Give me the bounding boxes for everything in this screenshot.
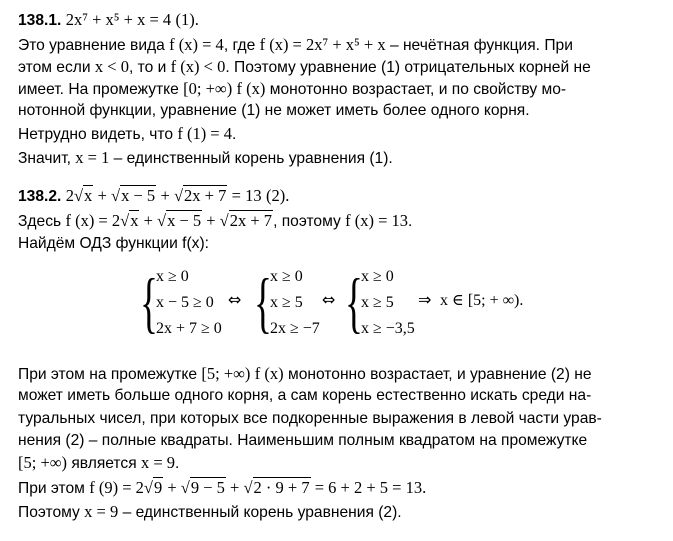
problem2-number: 138.2.	[18, 188, 62, 205]
system-2: { x ≥ 0 x ≥ 5 2x ≥ −7	[254, 264, 320, 340]
problem1-line-3: имеет. На промежутке [0; +∞) f (x) монотонно возрастает, и по свойству мо-	[18, 79, 567, 98]
odz-heading: Найдём ОДЗ функции f(x):	[18, 235, 209, 252]
system-1: { x ≥ 0 x − 5 ≥ 0 2x + 7 ≥ 0	[140, 264, 222, 340]
problem2-line-1: При этом на промежутке [5; +∞) f (x) монотонно возрастает, и уравнение (2) не	[18, 364, 592, 383]
problem2-final-line: Поэтому x = 9 – единственный корень уравнения (2).	[18, 502, 402, 521]
problem2-line-3: туральных чисел, при которых все подкоренные выражения в левой части урав-	[18, 410, 602, 427]
problem1-number: 138.1.	[18, 12, 62, 29]
odz-result: x ∈ [5; + ∞).	[440, 292, 524, 309]
problem1-label: (1).	[175, 10, 199, 29]
problem1-line-6: Значит, x = 1 – единственный корень уравнения (1).	[18, 148, 393, 167]
problem2-line-5: [5; +∞) является x = 9.	[18, 453, 180, 472]
problem2-here-line: Здесь f (x) = 2√x + √x − 5 + √2x + 7, поэтому f (x) = 13.	[18, 211, 413, 230]
problem1-line-5: Нетрудно видеть, что f (1) = 4.	[18, 124, 237, 143]
problem2-header: 138.2. 2√x + √x − 5 + √2x + 7 = 13 (2).	[18, 186, 290, 205]
problem2-line-2: может иметь больше одного корня, а сам корень естественно искать среди на-	[18, 387, 592, 404]
problem1-equation: 2x⁷ + x⁵ + x = 4	[65, 10, 172, 29]
problem1-line-4: нотонной функции, уравнение (1) не может иметь более одного корня.	[18, 102, 530, 119]
problem2-line-4: нения (2) – полные квадраты. Наименьшим полным квадратом на промежутке	[18, 432, 588, 449]
equiv-symbol-1: ⇔	[228, 290, 242, 309]
problem1-line-1: Это уравнение вида f (x) = 4, где f (x) = 2x⁷ + x⁵ + x – нечётная функция. При	[18, 35, 573, 54]
equiv-symbol-2: ⇔	[322, 290, 336, 309]
implies-symbol: ⇒	[418, 290, 432, 309]
problem2-check-line: При этом f (9) = 2√9 + √9 − 5 + √2 · 9 + 7 = 6 + 2 + 5 = 13.	[18, 478, 427, 497]
problem1-header	[18, 10, 199, 31]
problem1-line-2: этом если x < 0, то и f (x) < 0. Поэтому уравнение (1) отрицательных корней не	[18, 57, 591, 76]
system-3: { x ≥ 0 x ≥ 5 x ≥ −3,5	[345, 264, 415, 340]
problem2-label: (2).	[265, 186, 290, 205]
